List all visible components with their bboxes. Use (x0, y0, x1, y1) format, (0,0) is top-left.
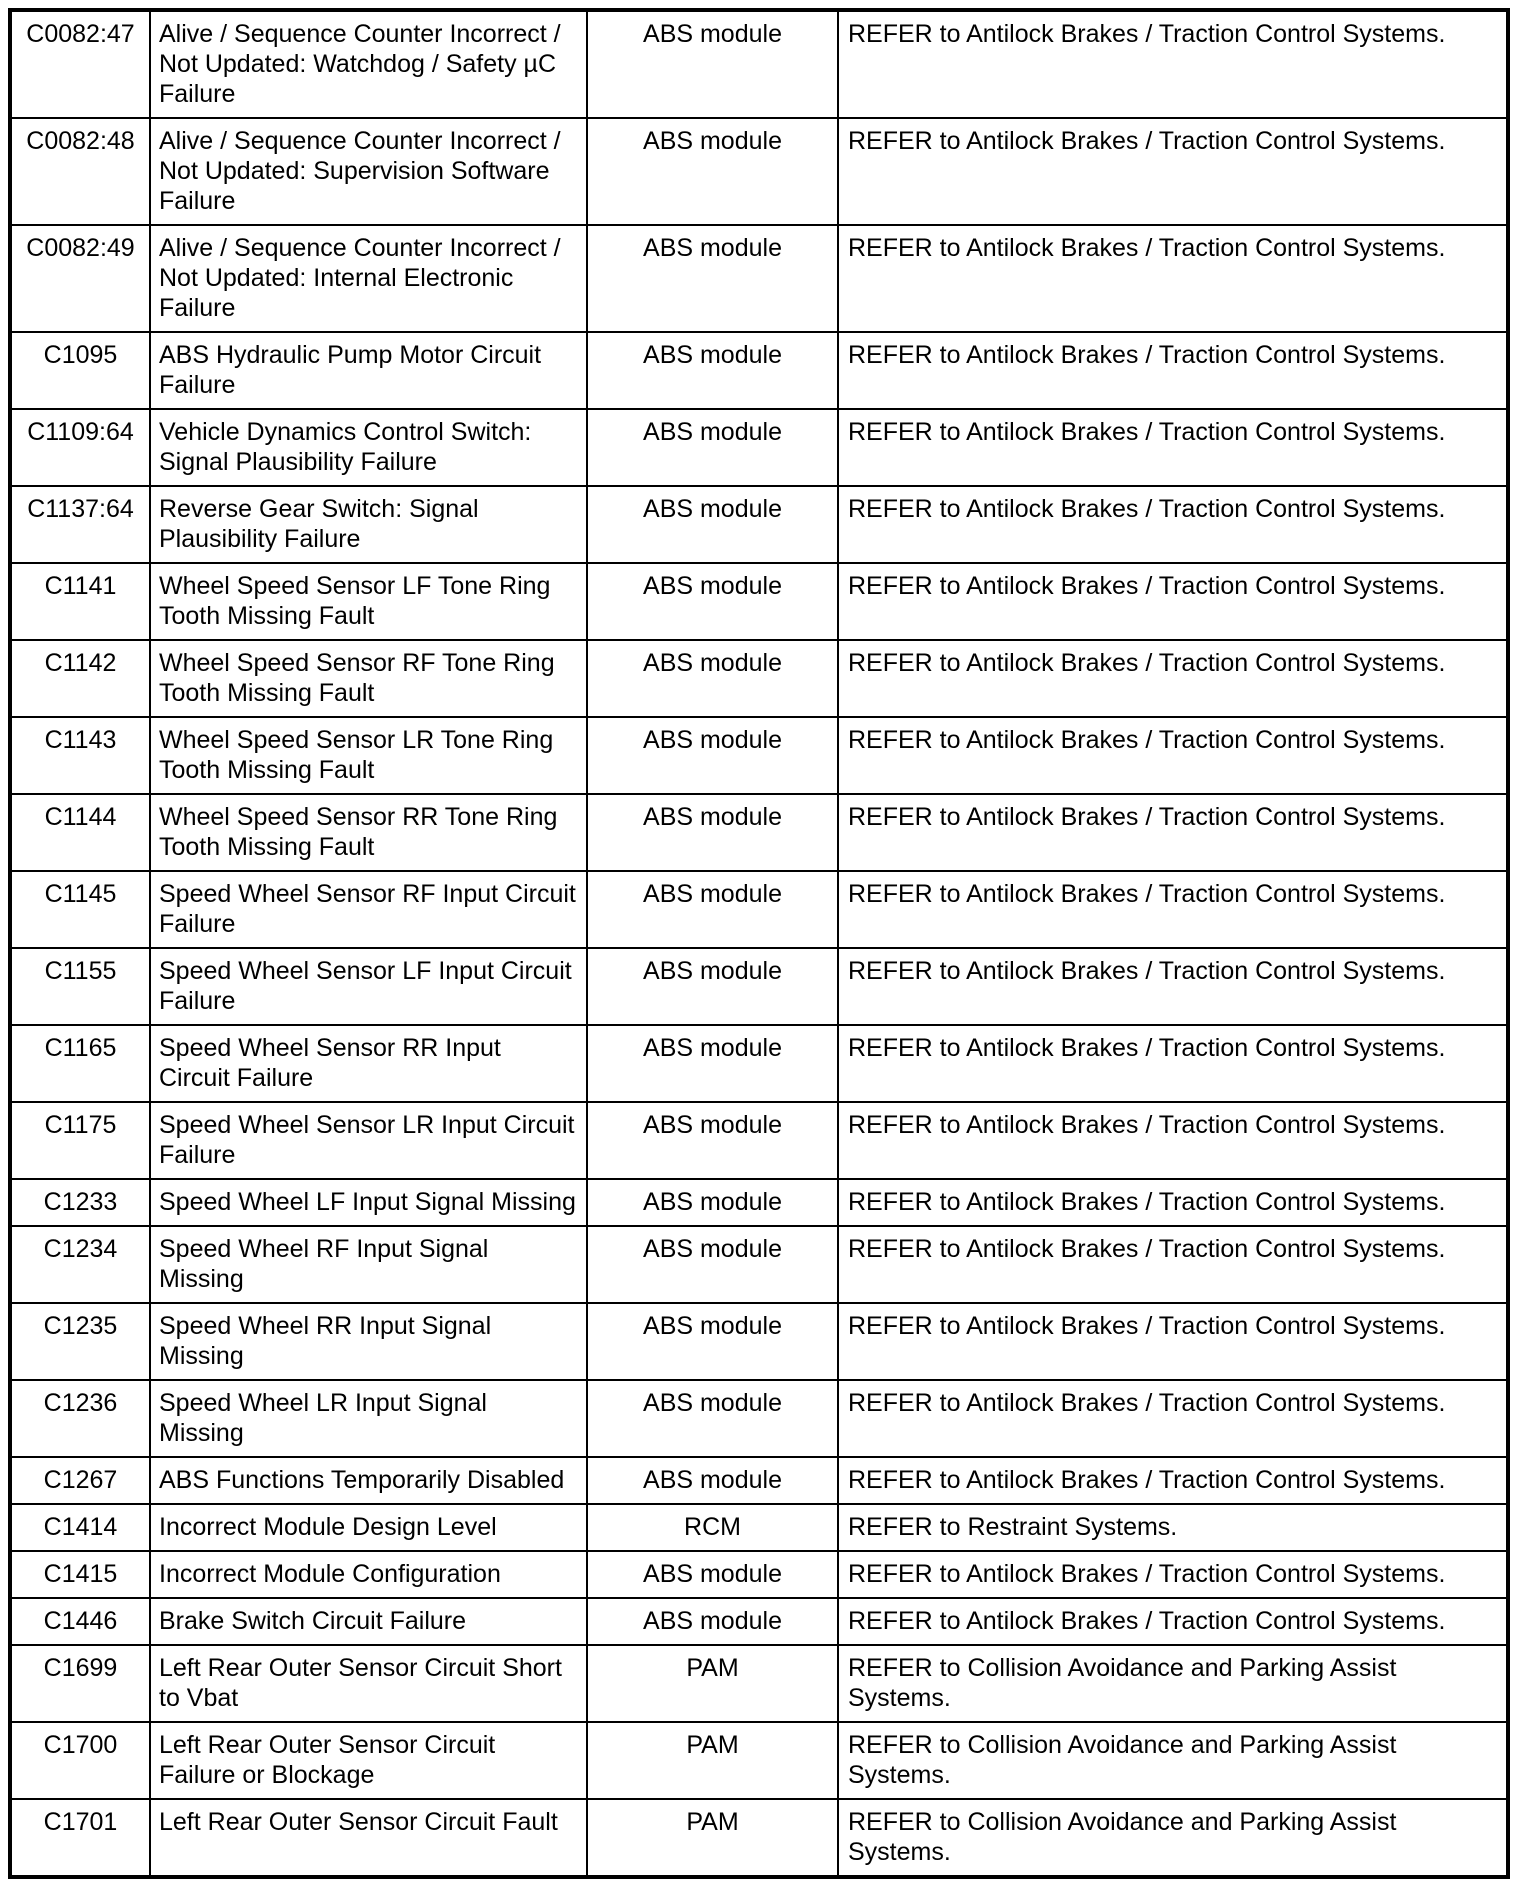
dtc-action-cell: REFER to Antilock Brakes / Traction Control Systems. (838, 1102, 1506, 1179)
dtc-source-module-cell: ABS module (587, 409, 838, 486)
table-row (12, 948, 1506, 1025)
dtc-source-module-cell: PAM (587, 1722, 838, 1799)
dtc-source-module-cell: ABS module (587, 640, 838, 717)
table-row (12, 1799, 1506, 1875)
dtc-description-cell: Brake Switch Circuit Failure (150, 1598, 587, 1645)
table-row (12, 1380, 1506, 1457)
dtc-code-cell: C1701 (12, 1799, 150, 1875)
dtc-source-module-cell: ABS module (587, 794, 838, 871)
dtc-description-cell: Speed Wheel Sensor RR Input Circuit Failure (150, 1025, 587, 1102)
dtc-action-cell: REFER to Antilock Brakes / Traction Control Systems. (838, 409, 1506, 486)
dtc-description-cell: ABS Functions Temporarily Disabled (150, 1457, 587, 1504)
dtc-source-module-cell: ABS module (587, 717, 838, 794)
dtc-action-cell: REFER to Antilock Brakes / Traction Control Systems. (838, 717, 1506, 794)
dtc-source-module-cell: ABS module (587, 1457, 838, 1504)
dtc-code-cell: C1236 (12, 1380, 150, 1457)
dtc-source-module-cell: PAM (587, 1645, 838, 1722)
dtc-code-cell: C1234 (12, 1226, 150, 1303)
dtc-code-cell: C1235 (12, 1303, 150, 1380)
dtc-description-cell: Alive / Sequence Counter Incorrect / Not Updated: Supervision Software Failure (150, 118, 587, 225)
dtc-source-module-cell: ABS module (587, 118, 838, 225)
dtc-description-cell: Left Rear Outer Sensor Circuit Fault (150, 1799, 587, 1875)
dtc-action-cell: REFER to Antilock Brakes / Traction Control Systems. (838, 1598, 1506, 1645)
dtc-code-cell: C1700 (12, 1722, 150, 1799)
dtc-action-cell: REFER to Antilock Brakes / Traction Control Systems. (838, 948, 1506, 1025)
table-row (12, 1598, 1506, 1645)
dtc-description-cell: Incorrect Module Configuration (150, 1551, 587, 1598)
table-row (12, 640, 1506, 717)
dtc-action-cell: REFER to Antilock Brakes / Traction Control Systems. (838, 225, 1506, 332)
table-row (12, 225, 1506, 332)
dtc-source-module-cell: ABS module (587, 1226, 838, 1303)
dtc-action-cell: REFER to Antilock Brakes / Traction Control Systems. (838, 1551, 1506, 1598)
dtc-description-cell: Speed Wheel Sensor LR Input Circuit Failure (150, 1102, 587, 1179)
dtc-source-module-cell: ABS module (587, 486, 838, 563)
dtc-source-module-cell: ABS module (587, 1179, 838, 1226)
dtc-action-cell: REFER to Antilock Brakes / Traction Control Systems. (838, 1380, 1506, 1457)
dtc-action-cell: REFER to Antilock Brakes / Traction Control Systems. (838, 118, 1506, 225)
dtc-action-cell: REFER to Antilock Brakes / Traction Control Systems. (838, 1303, 1506, 1380)
dtc-description-cell: Reverse Gear Switch: Signal Plausibility Failure (150, 486, 587, 563)
dtc-description-cell: Speed Wheel RR Input Signal Missing (150, 1303, 587, 1380)
dtc-source-module-cell: ABS module (587, 1551, 838, 1598)
table-row (12, 1025, 1506, 1102)
table-row (12, 1102, 1506, 1179)
dtc-code-cell: C1142 (12, 640, 150, 717)
dtc-source-module-cell: ABS module (587, 1303, 838, 1380)
dtc-code-cell: C1155 (12, 948, 150, 1025)
table-row (12, 1457, 1506, 1504)
dtc-code-cell: C1233 (12, 1179, 150, 1226)
dtc-action-cell: REFER to Antilock Brakes / Traction Control Systems. (838, 563, 1506, 640)
dtc-source-module-cell: ABS module (587, 12, 838, 118)
dtc-code-cell: C1143 (12, 717, 150, 794)
dtc-description-cell: Wheel Speed Sensor RR Tone Ring Tooth Missing Fault (150, 794, 587, 871)
dtc-description-cell: Wheel Speed Sensor RF Tone Ring Tooth Missing Fault (150, 640, 587, 717)
dtc-code-cell: C1267 (12, 1457, 150, 1504)
dtc-source-module-cell: ABS module (587, 563, 838, 640)
table-row (12, 409, 1506, 486)
dtc-description-cell: Alive / Sequence Counter Incorrect / Not Updated: Watchdog / Safety µC Failure (150, 12, 587, 118)
table-row (12, 717, 1506, 794)
table-row (12, 1551, 1506, 1598)
dtc-description-cell: Left Rear Outer Sensor Circuit Short to Vbat (150, 1645, 587, 1722)
dtc-action-cell: REFER to Collision Avoidance and Parking Assist Systems. (838, 1722, 1506, 1799)
dtc-code-cell: C1145 (12, 871, 150, 948)
dtc-action-cell: REFER to Collision Avoidance and Parking Assist Systems. (838, 1645, 1506, 1722)
table-row (12, 332, 1506, 409)
dtc-code-cell: C0082:49 (12, 225, 150, 332)
dtc-source-module-cell: ABS module (587, 332, 838, 409)
dtc-description-cell: Wheel Speed Sensor LR Tone Ring Tooth Missing Fault (150, 717, 587, 794)
dtc-code-cell: C0082:47 (12, 12, 150, 118)
dtc-description-cell: Wheel Speed Sensor LF Tone Ring Tooth Missing Fault (150, 563, 587, 640)
dtc-source-module-cell: PAM (587, 1799, 838, 1875)
dtc-table (8, 8, 1510, 1879)
dtc-code-cell: C1137:64 (12, 486, 150, 563)
dtc-action-cell: REFER to Antilock Brakes / Traction Control Systems. (838, 1025, 1506, 1102)
dtc-action-cell: REFER to Collision Avoidance and Parking Assist Systems. (838, 1799, 1506, 1875)
dtc-action-cell: REFER to Antilock Brakes / Traction Control Systems. (838, 640, 1506, 717)
dtc-code-cell: C1446 (12, 1598, 150, 1645)
dtc-description-cell: Speed Wheel RF Input Signal Missing (150, 1226, 587, 1303)
dtc-code-cell: C1415 (12, 1551, 150, 1598)
dtc-code-cell: C1414 (12, 1504, 150, 1551)
dtc-description-cell: Incorrect Module Design Level (150, 1504, 587, 1551)
dtc-source-module-cell: ABS module (587, 948, 838, 1025)
dtc-action-cell: REFER to Antilock Brakes / Traction Control Systems. (838, 1226, 1506, 1303)
dtc-action-cell: REFER to Antilock Brakes / Traction Control Systems. (838, 794, 1506, 871)
table-row (12, 871, 1506, 948)
table-row (12, 1722, 1506, 1799)
dtc-description-cell: Vehicle Dynamics Control Switch: Signal Plausibility Failure (150, 409, 587, 486)
dtc-code-cell: C1175 (12, 1102, 150, 1179)
table-row (12, 794, 1506, 871)
table-row (12, 1645, 1506, 1722)
dtc-action-cell: REFER to Restraint Systems. (838, 1504, 1506, 1551)
dtc-description-cell: Left Rear Outer Sensor Circuit Failure or Blockage (150, 1722, 587, 1799)
dtc-code-cell: C1095 (12, 332, 150, 409)
dtc-code-cell: C1165 (12, 1025, 150, 1102)
dtc-source-module-cell: ABS module (587, 1025, 838, 1102)
table-row (12, 486, 1506, 563)
dtc-description-cell: ABS Hydraulic Pump Motor Circuit Failure (150, 332, 587, 409)
dtc-action-cell: REFER to Antilock Brakes / Traction Control Systems. (838, 1457, 1506, 1504)
dtc-action-cell: REFER to Antilock Brakes / Traction Control Systems. (838, 12, 1506, 118)
dtc-source-module-cell: ABS module (587, 1598, 838, 1645)
dtc-action-cell: REFER to Antilock Brakes / Traction Control Systems. (838, 486, 1506, 563)
table-row (12, 12, 1506, 118)
dtc-code-cell: C0082:48 (12, 118, 150, 225)
dtc-description-cell: Speed Wheel LF Input Signal Missing (150, 1179, 587, 1226)
dtc-code-cell: C1109:64 (12, 409, 150, 486)
dtc-table-grid (12, 12, 1506, 1875)
dtc-code-cell: C1141 (12, 563, 150, 640)
dtc-source-module-cell: ABS module (587, 1380, 838, 1457)
dtc-description-cell: Speed Wheel Sensor LF Input Circuit Failure (150, 948, 587, 1025)
table-row (12, 563, 1506, 640)
table-row (12, 1504, 1506, 1551)
dtc-action-cell: REFER to Antilock Brakes / Traction Control Systems. (838, 1179, 1506, 1226)
table-row (12, 1179, 1506, 1226)
table-row (12, 1226, 1506, 1303)
dtc-description-cell: Alive / Sequence Counter Incorrect / Not Updated: Internal Electronic Failure (150, 225, 587, 332)
dtc-code-cell: C1699 (12, 1645, 150, 1722)
table-row (12, 118, 1506, 225)
dtc-code-cell: C1144 (12, 794, 150, 871)
dtc-description-cell: Speed Wheel LR Input Signal Missing (150, 1380, 587, 1457)
table-row (12, 1303, 1506, 1380)
dtc-source-module-cell: RCM (587, 1504, 838, 1551)
dtc-table-body (12, 12, 1506, 1875)
dtc-source-module-cell: ABS module (587, 225, 838, 332)
dtc-source-module-cell: ABS module (587, 1102, 838, 1179)
dtc-source-module-cell: ABS module (587, 871, 838, 948)
dtc-action-cell: REFER to Antilock Brakes / Traction Control Systems. (838, 332, 1506, 409)
dtc-description-cell: Speed Wheel Sensor RF Input Circuit Failure (150, 871, 587, 948)
dtc-action-cell: REFER to Antilock Brakes / Traction Control Systems. (838, 871, 1506, 948)
